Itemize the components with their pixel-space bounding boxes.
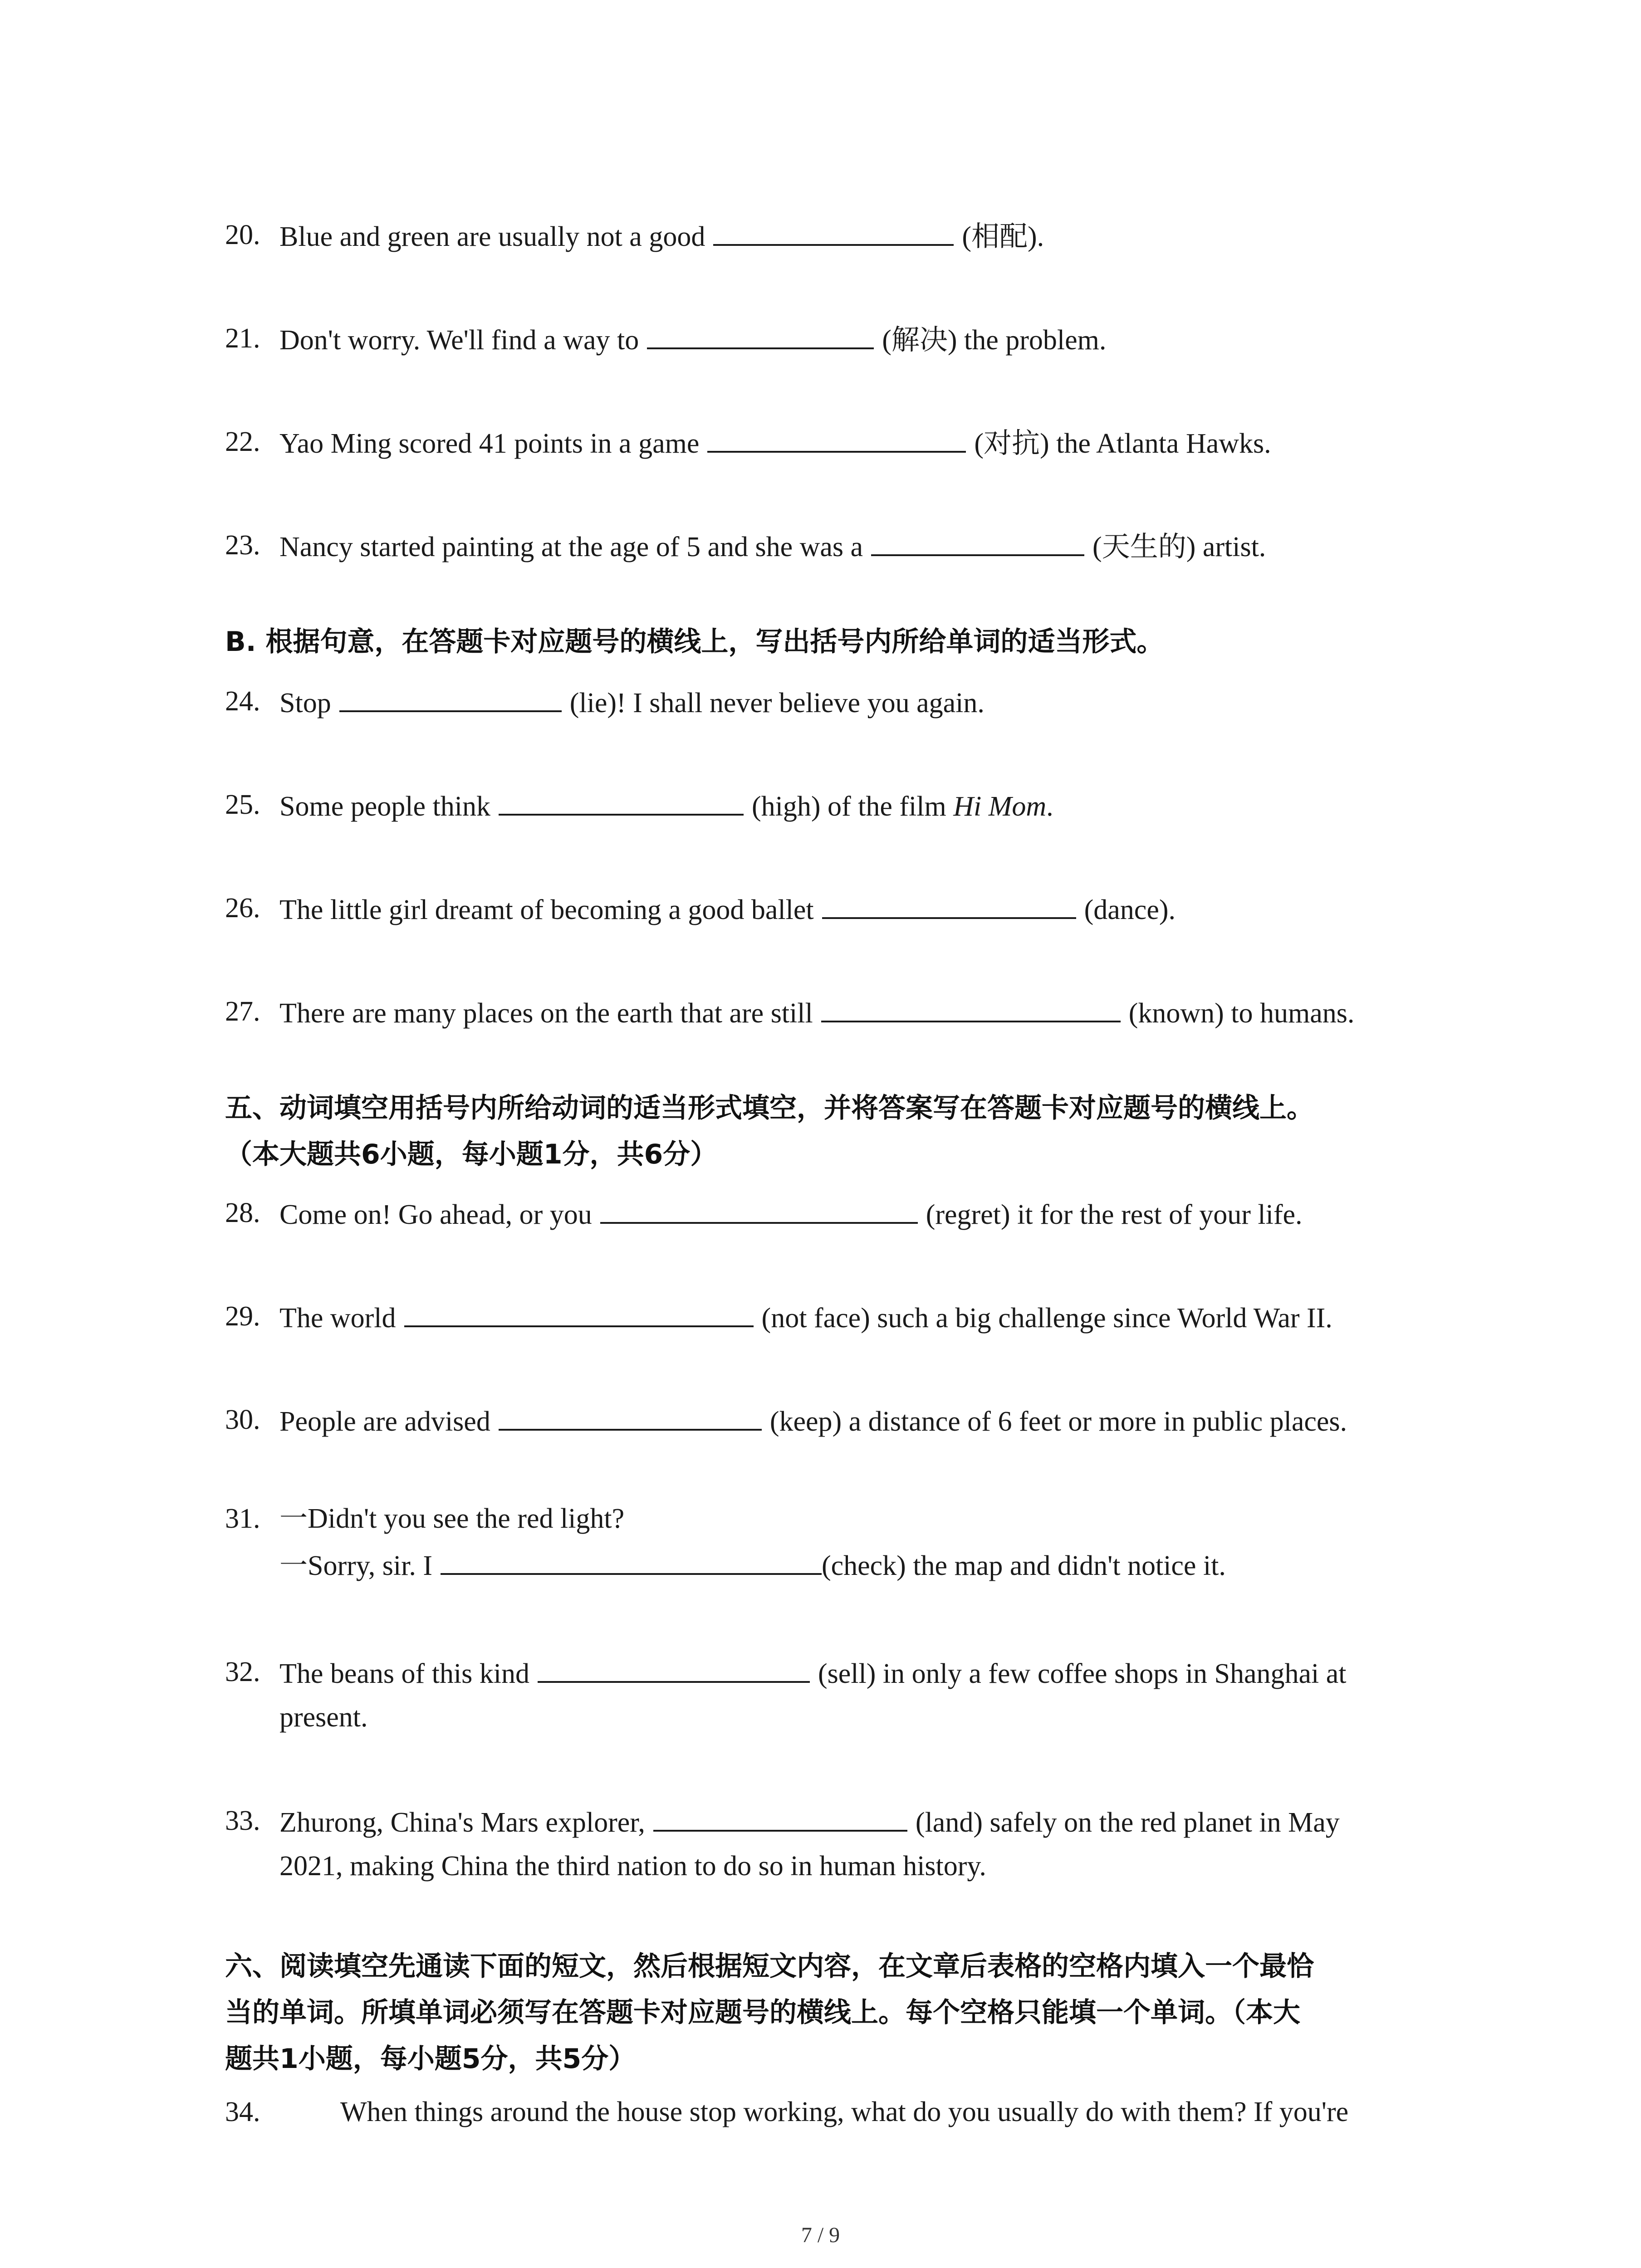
question-text: Come on! Go ahead, or you [279, 1199, 592, 1230]
answer-blank[interactable] [339, 679, 562, 712]
question-hint: (对抗) the Atlanta Hawks. [974, 428, 1271, 459]
question-number: 32. [225, 1657, 260, 1687]
question-text: Blue and green are usually not a good [279, 221, 705, 252]
answer-blank[interactable] [499, 782, 744, 816]
question-text: Yao Ming scored 41 points in a game [279, 428, 700, 459]
answer-blank[interactable] [871, 523, 1084, 556]
question-text: There are many places on the earth that are still [279, 998, 813, 1029]
question-number: 24. [225, 686, 260, 717]
question-text: Stop [279, 688, 331, 719]
question-continuation: 2021, making China the third nation to do so in human history. [279, 1851, 986, 1882]
question-text: 一Sorry, sir. I [279, 1550, 432, 1581]
question-hint: (not face) such a big challenge since World War II. [761, 1303, 1332, 1334]
section-five-scoring: （本大题共6小题，每小题1分，共6分） [225, 1139, 718, 1170]
passage-text: When things around the house stop working, what do you usually do with them? If you're [340, 2097, 1349, 2127]
question-text: The little girl dreamt of becoming a good ballet [279, 894, 814, 925]
question-text: The beans of this kind [279, 1658, 530, 1689]
page-number: 7 / 9 [801, 2223, 840, 2247]
question-hint: (known) to humans. [1128, 998, 1355, 1029]
question-number: 28. [225, 1198, 260, 1228]
question-number: 22. [225, 426, 260, 457]
question-number: 31. [225, 1503, 260, 1534]
answer-blank[interactable] [404, 1294, 754, 1327]
question-number: 29. [225, 1301, 260, 1332]
answer-blank[interactable] [707, 419, 966, 453]
question-hint: (相配). [962, 221, 1044, 252]
section-six-instruction-1: 六、阅读填空先通读下面的短文，然后根据短文内容，在文章后表格的空格内填入一个最恰 [225, 1950, 1314, 1982]
answer-blank[interactable] [499, 1397, 762, 1431]
question-continuation: present. [279, 1702, 368, 1733]
film-title: Hi Mom [953, 791, 1047, 822]
question-number: 27. [225, 996, 260, 1027]
question-end: . [1046, 791, 1053, 822]
question-number: 21. [225, 323, 260, 354]
question-hint: (sell) in only a few coffee shops in Shanghai at [818, 1658, 1347, 1689]
question-number: 26. [225, 893, 260, 924]
answer-blank[interactable] [441, 1541, 822, 1575]
answer-blank[interactable] [821, 989, 1121, 1022]
question-number: 30. [225, 1404, 260, 1435]
question-text: Zhurong, China's Mars explorer, [279, 1807, 645, 1838]
dialogue-line-1: 一Didn't you see the red light? [279, 1503, 625, 1534]
answer-blank[interactable] [713, 212, 954, 246]
question-text: Some people think [279, 791, 490, 822]
question-text: Nancy started painting at the age of 5 and she was a [279, 532, 863, 562]
question-number: 23. [225, 530, 260, 561]
section-five-instruction: 五、动词填空用括号内所给动词的适当形式填空，并将答案写在答题卡对应题号的横线上。 [225, 1092, 1314, 1124]
answer-blank[interactable] [538, 1649, 810, 1683]
question-number: 20. [225, 220, 260, 250]
question-hint: (解决) the problem. [882, 325, 1107, 356]
question-hint: (天生的) artist. [1092, 532, 1266, 562]
question-hint: (regret) it for the rest of your life. [926, 1199, 1303, 1230]
section-six-instruction-2: 当的单词。所填单词必须写在答题卡对应题号的横线上。每个空格只能填一个单词。（本大 [225, 1997, 1300, 2028]
answer-blank[interactable] [647, 316, 874, 349]
question-hint: (high) of the film [751, 791, 946, 822]
section-b-instruction: B. 根据句意，在答题卡对应题号的横线上，写出括号内所给单词的适当形式。 [225, 626, 1164, 658]
section-six-scoring: 题共1小题，每小题5分，共5分） [225, 2043, 636, 2075]
question-number: 33. [225, 1805, 260, 1836]
answer-blank[interactable] [653, 1798, 907, 1832]
question-hint: (keep) a distance of 6 feet or more in public places. [769, 1406, 1347, 1437]
question-text: Don't worry. We'll find a way to [279, 325, 639, 356]
question-hint: (dance). [1084, 894, 1176, 925]
question-number: 25. [225, 789, 260, 820]
question-text: People are advised [279, 1406, 490, 1437]
answer-blank[interactable] [600, 1190, 918, 1224]
question-text: The world [279, 1303, 396, 1334]
question-hint: (lie)! I shall never believe you again. [569, 688, 985, 719]
question-hint: (land) safely on the red planet in May [915, 1807, 1340, 1838]
question-number: 34. [225, 2097, 260, 2127]
answer-blank[interactable] [822, 885, 1076, 919]
question-hint: (check) the map and didn't notice it. [821, 1550, 1226, 1581]
